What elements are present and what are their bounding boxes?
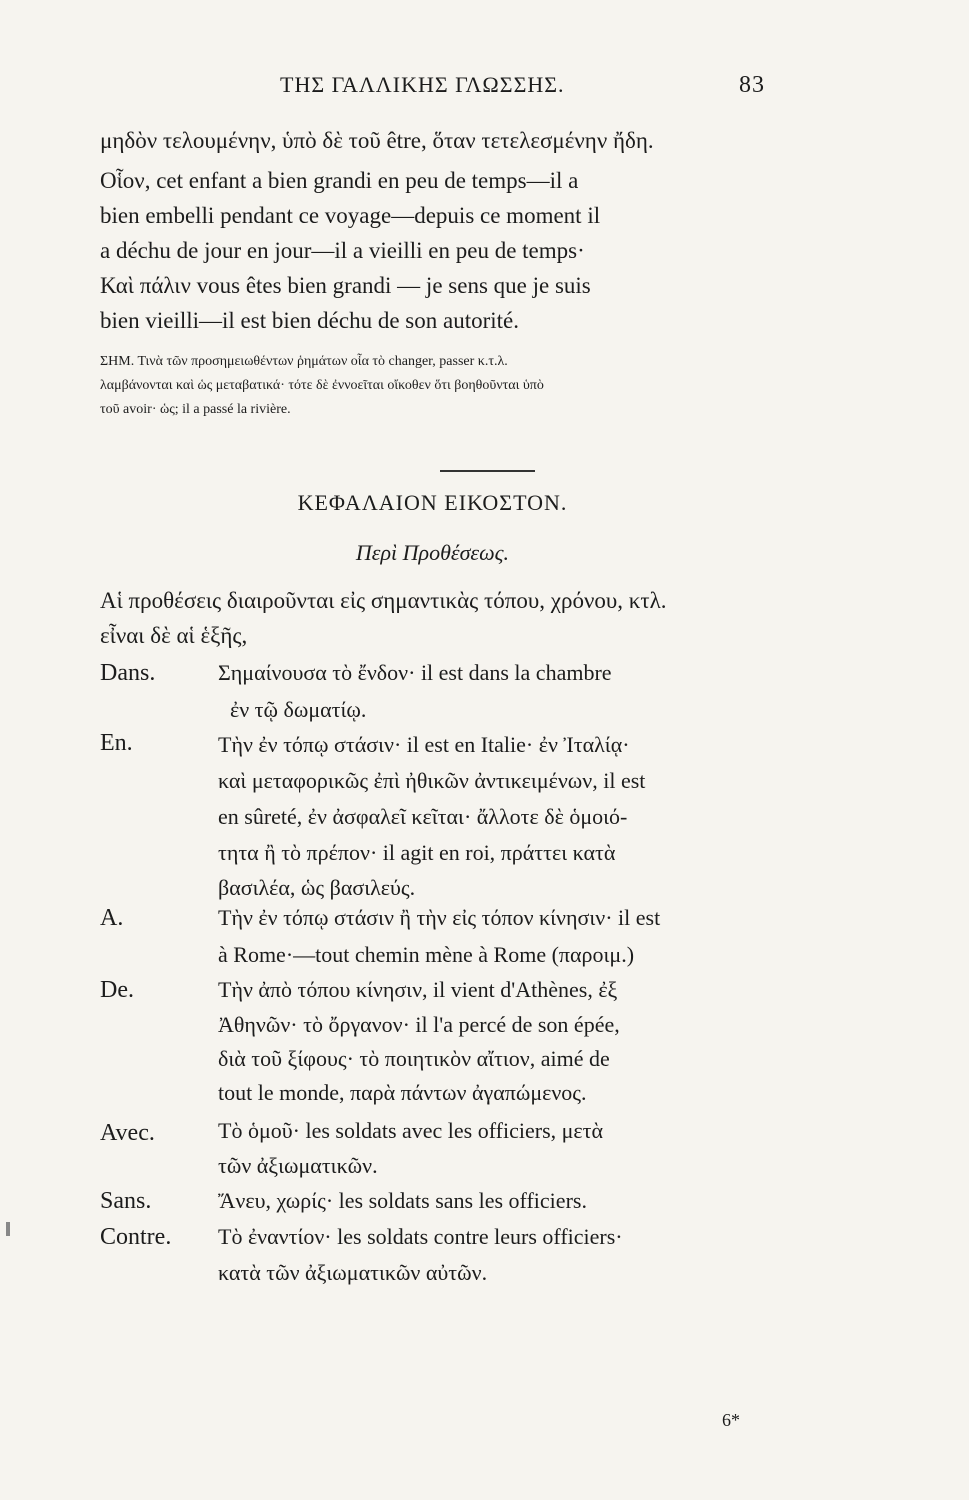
text-line: bien embelli pendant ce voyage—depuis ce moment il [100, 203, 601, 228]
chapter-subtitle: Περὶ Προθέσεως. [355, 540, 510, 565]
entry-label-sans: Sans. [100, 1188, 152, 1214]
chapter-title: ΚΕΦΑΛΑΙΟΝ ΕΙΚΟΣΤΟΝ. [297, 490, 568, 515]
entry-line: en sûreté, ἐν ἀσφαλεῖ κεῖται· ἄλλοτε δὲ ὁμοιό- [218, 804, 628, 829]
note-line: λαμβάνονται καὶ ὡς μεταβατικά· τότε δὲ ἐννοεῖται οἴκοθεν ὅτι βοηθοῦνται ὑπὸ [100, 378, 544, 393]
entry-line: Τὴν ἐν τόπῳ στάσιν· il est en Italie· ἐν Ἰταλίᾳ· [218, 732, 630, 757]
note-line: ΣΗΜ. Τινὰ τῶν προσημειωθέντων ῥημάτων οἷα τὸ changer, passer κ.τ.λ. [100, 354, 508, 369]
entry-line: τητα ἢ τὸ πρέπον· il agit en roi, πράττει κατὰ [218, 840, 616, 865]
entry-line: Σημαίνουσα τὸ ἔνδον· il est dans la chambre [218, 660, 612, 685]
text-line: bien vieilli—il est bien déchu de son autorité. [100, 308, 520, 333]
entry-line: Τὴν ἐν τόπῳ στάσιν ἢ τὴν εἰς τόπον κίνησιν· il est [218, 905, 661, 930]
note-line: τοῦ avoir· ὡς; il a passé la rivière. [100, 402, 291, 417]
entry-line: à Rome·—tout chemin mène à Rome (παροιμ.) [218, 942, 635, 967]
entry-line: διὰ τοῦ ξίφους· τὸ ποιητικὸν αἴτιον, aimé de [218, 1046, 610, 1071]
running-head: ΤΗΣ ΓΑΛΛΙΚΗΣ ΓΛΩΣΣΗΣ. [280, 72, 565, 97]
text-line: Αἱ προθέσεις διαιροῦνται εἰς σημαντικὰς τόπου, χρόνου, κτλ. [100, 588, 667, 613]
entry-label-a: A. [100, 905, 124, 931]
page-number: 83 [739, 72, 765, 98]
text-line: εἶναι δὲ αἱ ἑξῆς, [100, 623, 248, 648]
entry-line: ἐν τῷ δωματίῳ. [230, 697, 367, 722]
printer-signature: 6* [722, 1410, 740, 1430]
entry-label-de: De. [100, 977, 134, 1003]
page-header [100, 72, 765, 102]
entry-line: Τὴν ἀπὸ τόπου κίνησιν, il vient d'Athènes, ἐξ [218, 977, 618, 1002]
text-line: a déchu de jour en jour—il a vieilli en peu de temps· [100, 238, 585, 263]
text-line: Καὶ πάλιν vous êtes bien grandi — je sens que je suis [100, 273, 591, 298]
entry-line: Τὸ ἐναντίον· les soldats contre leurs officiers· [218, 1224, 623, 1249]
entry-line: καὶ μεταφορικῶς ἐπὶ ἠθικῶν ἀντικειμένων, il est [218, 768, 646, 793]
entry-line: τῶν ἀξιωματικῶν. [218, 1153, 378, 1178]
entry-label-dans: Dans. [100, 660, 156, 686]
entry-line: Ἀθηνῶν· τὸ ὄργανον· il l'a percé de son épée, [218, 1012, 620, 1037]
text-line: μηδὸν τελουμένην, ὑπὸ δὲ τοῦ être, ὅταν τετελεσμένην ἤδη. [100, 128, 654, 153]
entry-label-en: En. [100, 730, 133, 756]
text-line: Οἷον, cet enfant a bien grandi en peu de temps—il a [100, 168, 579, 193]
entry-line: Ἄνευ, χωρίς· les soldats sans les officiers. [218, 1188, 587, 1213]
entry-line: κατὰ τῶν ἀξιωματικῶν αὐτῶν. [218, 1260, 488, 1285]
margin-mark [6, 1222, 10, 1236]
section-divider [440, 470, 535, 472]
entry-line: βασιλέα, ὡς βασιλεύς. [218, 875, 416, 900]
entry-label-contre: Contre. [100, 1224, 172, 1250]
entry-line: tout le monde, παρὰ πάντων ἀγαπώμενος. [218, 1080, 587, 1105]
entry-label-avec: Avec. [100, 1120, 155, 1146]
entry-line: Τὸ ὁμοῦ· les soldats avec les officiers, μετὰ [218, 1118, 604, 1143]
